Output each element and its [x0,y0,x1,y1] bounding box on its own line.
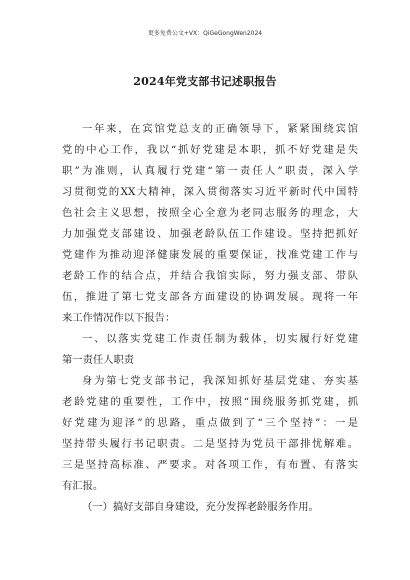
body-line: 一、以落实党建工作责任制为载体，切实履行好党建 [82,333,358,345]
body-line: （一）搞好支部自身建设，充分发挥老龄服务作用。 [82,501,319,513]
body-line: 习贯彻党的XX大精神，深入贯彻落实习近平新时代中国特 [62,186,358,198]
body-line: 党建作为推动迎泽健康发展的重要保证，找准党建工作与 [62,249,358,261]
body-line: 第一责任人职责 [62,354,135,366]
body-line: 来工作情况作以下报告： [62,312,176,324]
document-body [62,119,358,518]
body-line: 伍，推进了第七党支部各方面建设的协调发展。现将一年 [62,291,358,303]
body-line: 色社会主义思想，按照全心全意为老同志服务的理念，大 [62,207,358,219]
document-title: 2024年党支部书记述职报告 [133,75,277,88]
body-line: 党的中心工作，我以“抓好党建是本职，抓不好党建是失 [62,144,358,156]
body-line: 身为第七党支部书记，我深知抓好基层党建、夯实基 [82,375,358,387]
body-line: 职”为准则，认真履行党建“第一责任人”职责，深入学 [62,165,358,177]
body-line: 有汇报。 [62,480,104,492]
body-line: 坚持带头履行书记职责。二是坚持为党员干部排忧解难。 [62,438,358,450]
body-line: 一年来，在宾馆党总支的正确领导下，紧紧围绕宾馆 [82,123,358,135]
body-line: 力加强党支部建设、加强老龄队伍工作建设。坚持把抓好 [62,228,358,240]
header-note: 更多免费公文+VX：QiGeGongWen2024 [147,30,263,37]
body-line: 老龄党建的重要性，工作中，按照“围绕服务抓党建，抓 [62,396,358,408]
body-line: 老龄工作的结合点，并结合我馆实际，努力强支部、带队 [62,270,358,282]
body-line: 好党建为迎泽”的思路，重点做到了“三个坚持”：一是 [62,417,358,429]
body-line: 三是坚持高标准、严要求。对各项工作，有布置、有落实 [62,459,358,471]
